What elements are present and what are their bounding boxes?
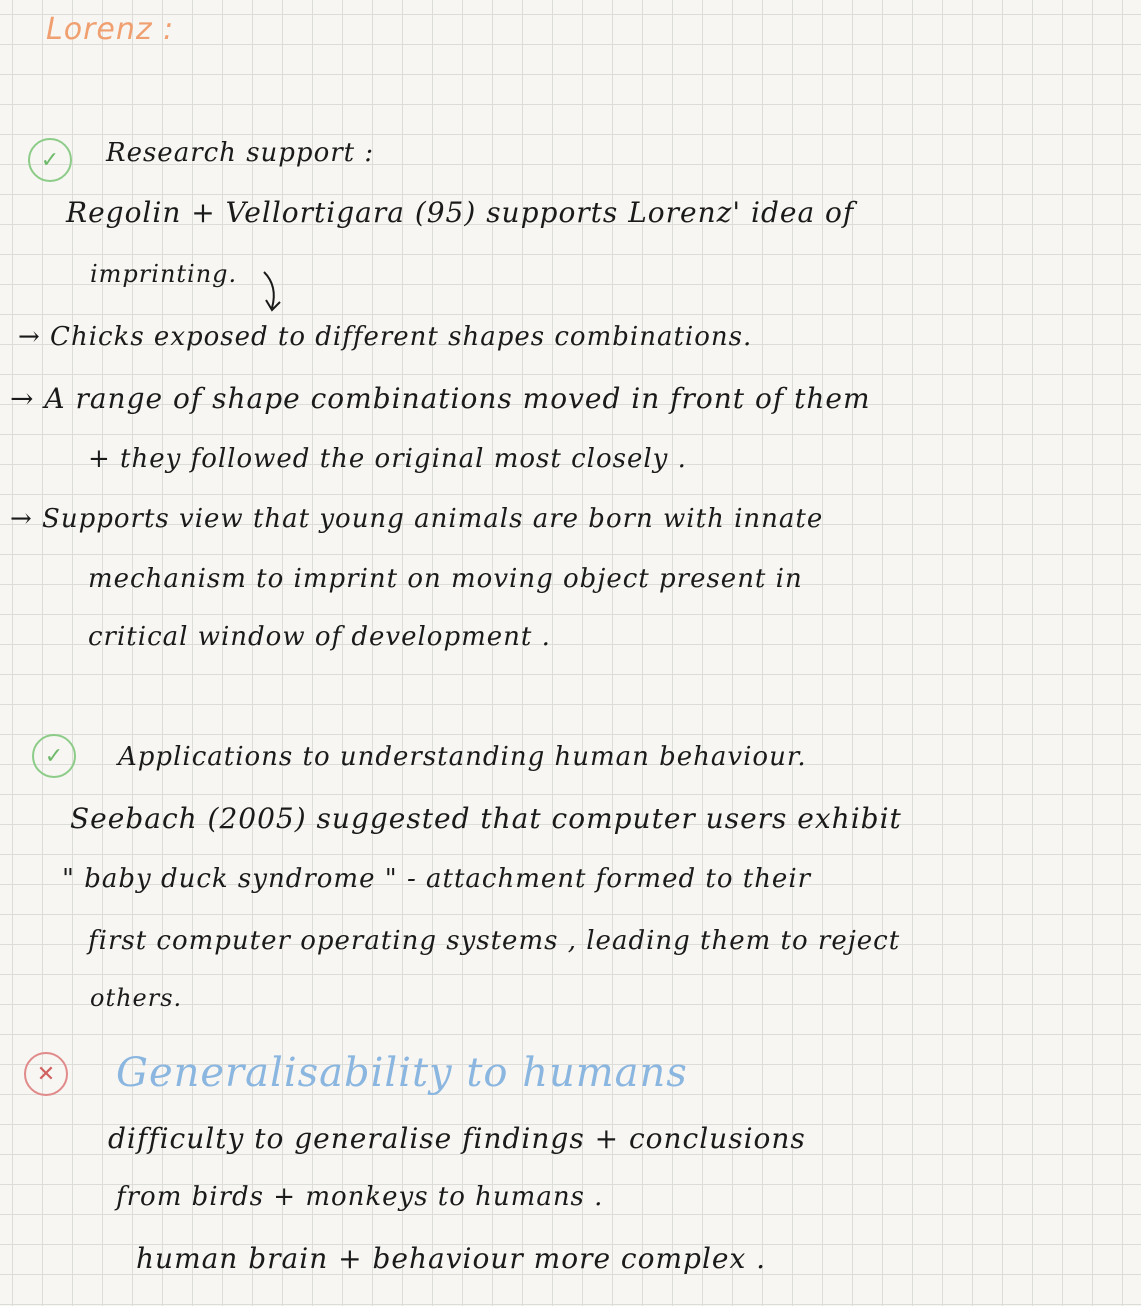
- note-line: others.: [90, 984, 183, 1012]
- note-line: + they followed the original most closely .: [88, 444, 687, 474]
- note-line: difficulty to generalise findings + conclusions: [108, 1122, 806, 1155]
- note-line: → A range of shape combinations moved in front of them: [10, 382, 871, 415]
- note-line: first computer operating systems , leading them to reject: [88, 926, 901, 956]
- note-line: human brain + behaviour more complex .: [136, 1242, 767, 1275]
- check-icon: ✓: [28, 138, 72, 182]
- note-line: → Supports view that young animals are born with innate: [10, 504, 824, 534]
- section-heading: Research support :: [106, 138, 375, 168]
- note-line: from birds + monkeys to humans .: [116, 1182, 604, 1212]
- section-heading: Generalisability to humans: [116, 1050, 688, 1096]
- note-line: mechanism to imprint on moving object present in: [88, 564, 803, 594]
- note-line: Seebach (2005) suggested that computer users exhibit: [70, 802, 902, 835]
- note-line: " baby duck syndrome " - attachment formed to their: [62, 864, 812, 894]
- cross-icon: ✕: [24, 1052, 68, 1096]
- note-line: → Chicks exposed to different shapes combinations.: [18, 322, 753, 352]
- note-line: imprinting.: [90, 260, 238, 288]
- note-line: critical window of development .: [88, 622, 551, 652]
- check-icon: ✓: [32, 734, 76, 778]
- note-line: Regolin + Vellortigara (95) supports Lorenz' idea of: [66, 196, 855, 229]
- section-heading: Applications to understanding human behaviour.: [118, 742, 807, 772]
- curved-arrow-icon: [258, 268, 288, 318]
- page-title: Lorenz :: [46, 12, 175, 47]
